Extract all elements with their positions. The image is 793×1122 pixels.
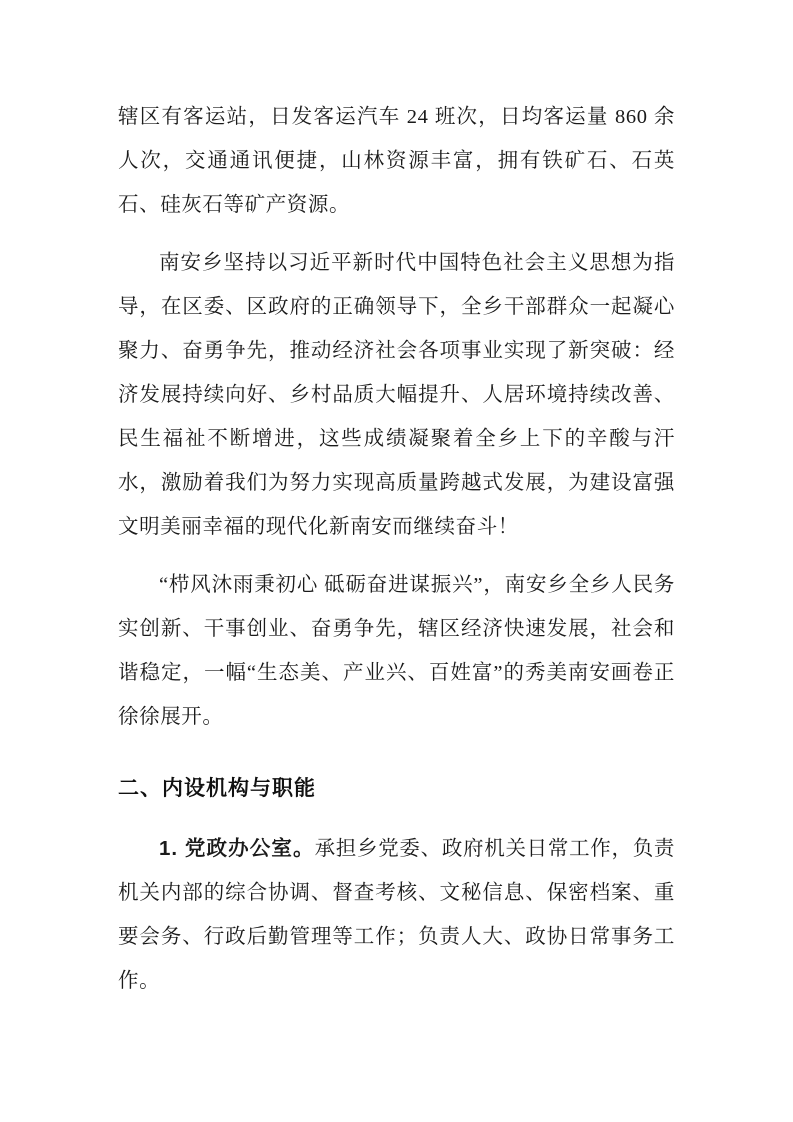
paragraph-transport-resources: 辖区有客运站，日发客运汽车 24 班次，日均客运量 860 余人次，交通通讯便捷，山林资源丰富，拥有铁矿石、石英石、硅灰石等矿产资源。 [118, 106, 675, 216]
sub-item-label: 1. 党政办公室。 [159, 837, 315, 860]
sub-item-party-government-office [118, 827, 675, 1003]
paragraph-slogan-outlook: “栉风沐雨秉初心 砥砺奋进谋振兴”，南安乡全乡人民务实创新、干事创业、奋勇争先，辖区经济快速发展，社会和谐稳定，一幅“生态美、产业兴、百姓富”的秀美南安画卷正徐徐展开。 [118, 574, 675, 728]
section-heading-internal-organs: 二、内设机构与职能 [118, 777, 316, 800]
paragraph-guiding-thought: 南安乡坚持以习近平新时代中国特色社会主义思想为指导，在区委、区政府的正确领导下，全乡干部群众一起凝心聚力、奋勇争先，推动经济社会各项事业实现了新突破：经济发展持续向好、乡村品质大幅提升、人居环境持续改善、民生福祉不断增进，这些成绩凝聚着全乡上下的辛酸与汗水，激励着我们为努力实现高质量跨越式发展，为建设富强文明美丽幸福的现代化新南安而继续奋斗！ [118, 252, 675, 538]
sub-item-text: 承担乡党委、政府机关日常工作，负责机关内部的综合协调、督查考核、文秘信息、保密档案、重要会务、行政后勤管理等工作；负责人大、政协日常事务工作。 [118, 838, 676, 992]
document-body [118, 95, 675, 1003]
